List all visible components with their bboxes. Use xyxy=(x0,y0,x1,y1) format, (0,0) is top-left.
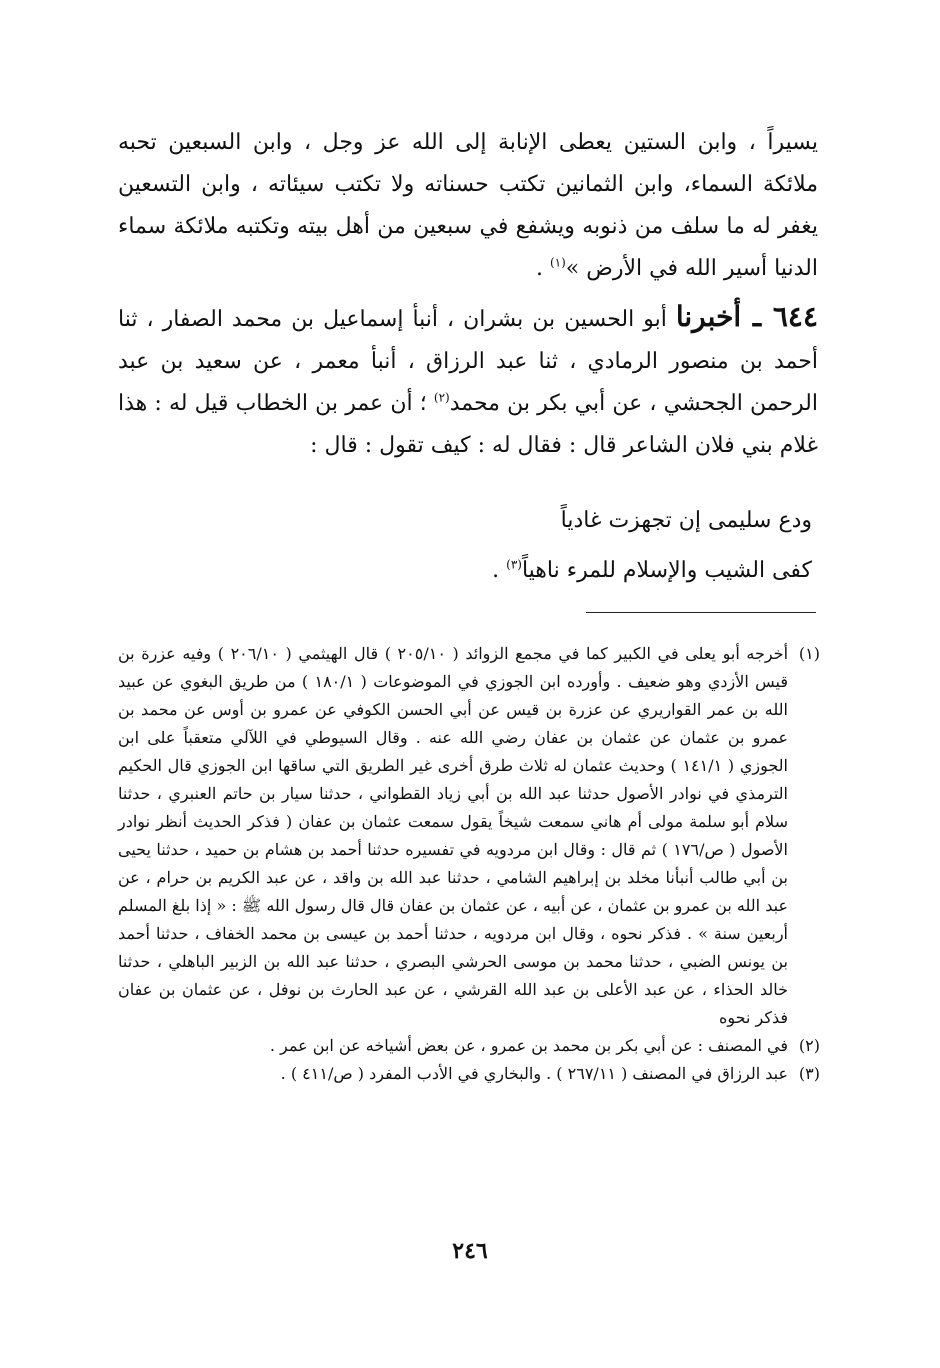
footnote-text: أخرجه أبو يعلى في الكبير كما في مجمع الزوائد ( ٢٠٥/١٠ ) قال الهيثمي ( ٢٠٦/١٠ ) وفيه عزرة بن قيس الأزدي وهو ضعيف . وأورده ابن الجوزي في الموضوعات ( ١٨٠/١ ) من طريق البغوي عن عبيد الله بن عمر القواريري عن عزرة بن قيس عن أبي الحسن الكوفي عن عمرو بن أوس عن محمد بن عمرو بن عثمان عن عثمان بن عفان رضي الله عنه . وقال السيوطي في اللآلي متعقباً على ابن الجوزي ( ١٤١/١ ) وحديث عثمان له ثلاث طرق أخرى غير الطريق التي ساقها ابن الجوزي قال الحكيم الترمذي في نوادر الأصول حدثنا عبد الله بن أبي زياد القطواني ، حدثنا سيار بن حاتم العنبري ، حدثنا سلام أبو سلمة مولى أم هاني سمعت شيخاً يقول سمعت عثمان بن عفان ( فذكر الحديث أنظر نوادر الأصول ( ص/١٧٦ ) ثم قال : وقال ابن مردويه في تفسيره حدثنا أحمد بن هشام بن حميد ، حدثنا يحيى بن أبي طالب أنبأنا مخلد بن إبراهيم الشامي ، حدثنا عبد الله بن واقد ، عن عبد الكريم بن حرام ، عن عبد الله بن عمرو بن عثمان ، عن أبيه ، عن عثمان بن عفان قال قال رسول الله ﷺ : « إذا بلغ المسلم أربعين سنة » . فذكر نحوه ، وقال ابن مردويه ، حدثنا أحمد بن عيسى بن محمد الخفاف ، حدثنا أحمد بن يونس الضبي ، حدثنا محمد بن موسى الحرشي البصري ، حدثنا عبد الله بن الزبير الباهلي ، حدثنا خالد الحذاء ، عن عبد الأعلى بن عبد الله القرشي ، عن عبد الحارث بن نوفل ، عن عثمان بن عفان فذكر نحوه xyxy=(118,644,789,1027)
intro-text: يسيراً ، وابن الستين يعطى الإنابة إلى الله عز وجل ، وابن السبعين تحبه ملائكة السماء، وابن الثمانين تكتب حسناته ولا تكتب سيئاته ، وابن التسعين يغفر له ما سلف من ذنوبه ويشفع في سبعين من أهل بيته وتكتبه ملائكة سماء الدنيا أسير الله في الأرض » xyxy=(118,130,818,281)
footnote-2 xyxy=(118,1032,820,1060)
footnote-text: في المصنف : عن أبي بكر بن محمد بن عمرو ، عن بعض أشياخه عن ابن عمر . xyxy=(269,1036,788,1055)
main-text xyxy=(118,122,818,467)
hadith-keyword: أخبرنا xyxy=(675,300,742,333)
hadith-number: ٦٤٤ xyxy=(772,300,819,333)
footnote-separator xyxy=(586,612,816,613)
hadith-text-2: ؛ أن عمر بن الخطاب قيل له : هذا غلام بني فلان الشاعر قال : فقال له : كيف تقول : قال : xyxy=(118,391,818,458)
footnote-mark: (٣) xyxy=(798,1064,820,1083)
intro-paragraph: يسيراً ، وابن الستين يعطى الإنابة إلى الله عز وجل ، وابن السبعين تحبه ملائكة السماء، وابن الثمانين تكتب حسناته ولا تكتب سيئاته ، وابن التسعين يغفر له ما سلف من ذنوبه ويشفع في سبعين من أهل بيته وتكتبه ملائكة سماء الدنيا أسير الله في الأرض »$^{(١)}$ . xyxy=(118,130,818,281)
footnote-mark: (٢) xyxy=(798,1036,820,1055)
footnote-text: عبد الرزاق في المصنف ( ٢٦٧/١١ ) . والبخاري في الأدب المفرد ( ص/٤١١ ) . xyxy=(280,1064,788,1083)
footnote-ref-2: (٢) xyxy=(433,390,450,405)
footnote-1 xyxy=(118,640,820,1032)
footnote-3 xyxy=(118,1060,820,1088)
page-number: ٢٤٦ xyxy=(452,1238,488,1264)
footnote-ref-3: (٣) xyxy=(506,557,522,572)
verse-line-1: ودع سليمى إن تجهزت غادياً xyxy=(560,508,812,533)
footnotes xyxy=(118,640,820,1088)
footnote-ref-1: (١) xyxy=(549,255,566,270)
hadith-paragraph: ٦٤٤ ـ أخبرنا أبو الحسين بن بشران ، أنبأ إسماعيل بن محمد الصفار ، ثنا أحمد بن منصور الرمادي ، ثنا عبد الرزاق ، أنبأ معمر ، عن سعيد بن عبد الرحمن الجحشي ، عن أبي بكر بن محمد$^{(٢)}$ ؛ أن عمر بن الخطاب قيل له : هذا غلام بني فلان الشاعر قال : فقال له : كيف تقول : قال : xyxy=(118,300,819,458)
verse-line-2: كفى الشيب والإسلام للمرء ناهياً$^{(٣)}$ . xyxy=(492,557,812,583)
footnote-mark: (١) xyxy=(798,644,820,663)
hadith-text: أبو الحسين بن بشران ، أنبأ إسماعيل بن محمد الصفار ، ثنا أحمد بن منصور الرمادي ، ثنا عبد الرزاق ، أنبأ معمر ، عن سعيد بن عبد الرحمن الجحشي ، عن أبي بكر بن محمد xyxy=(118,307,818,416)
